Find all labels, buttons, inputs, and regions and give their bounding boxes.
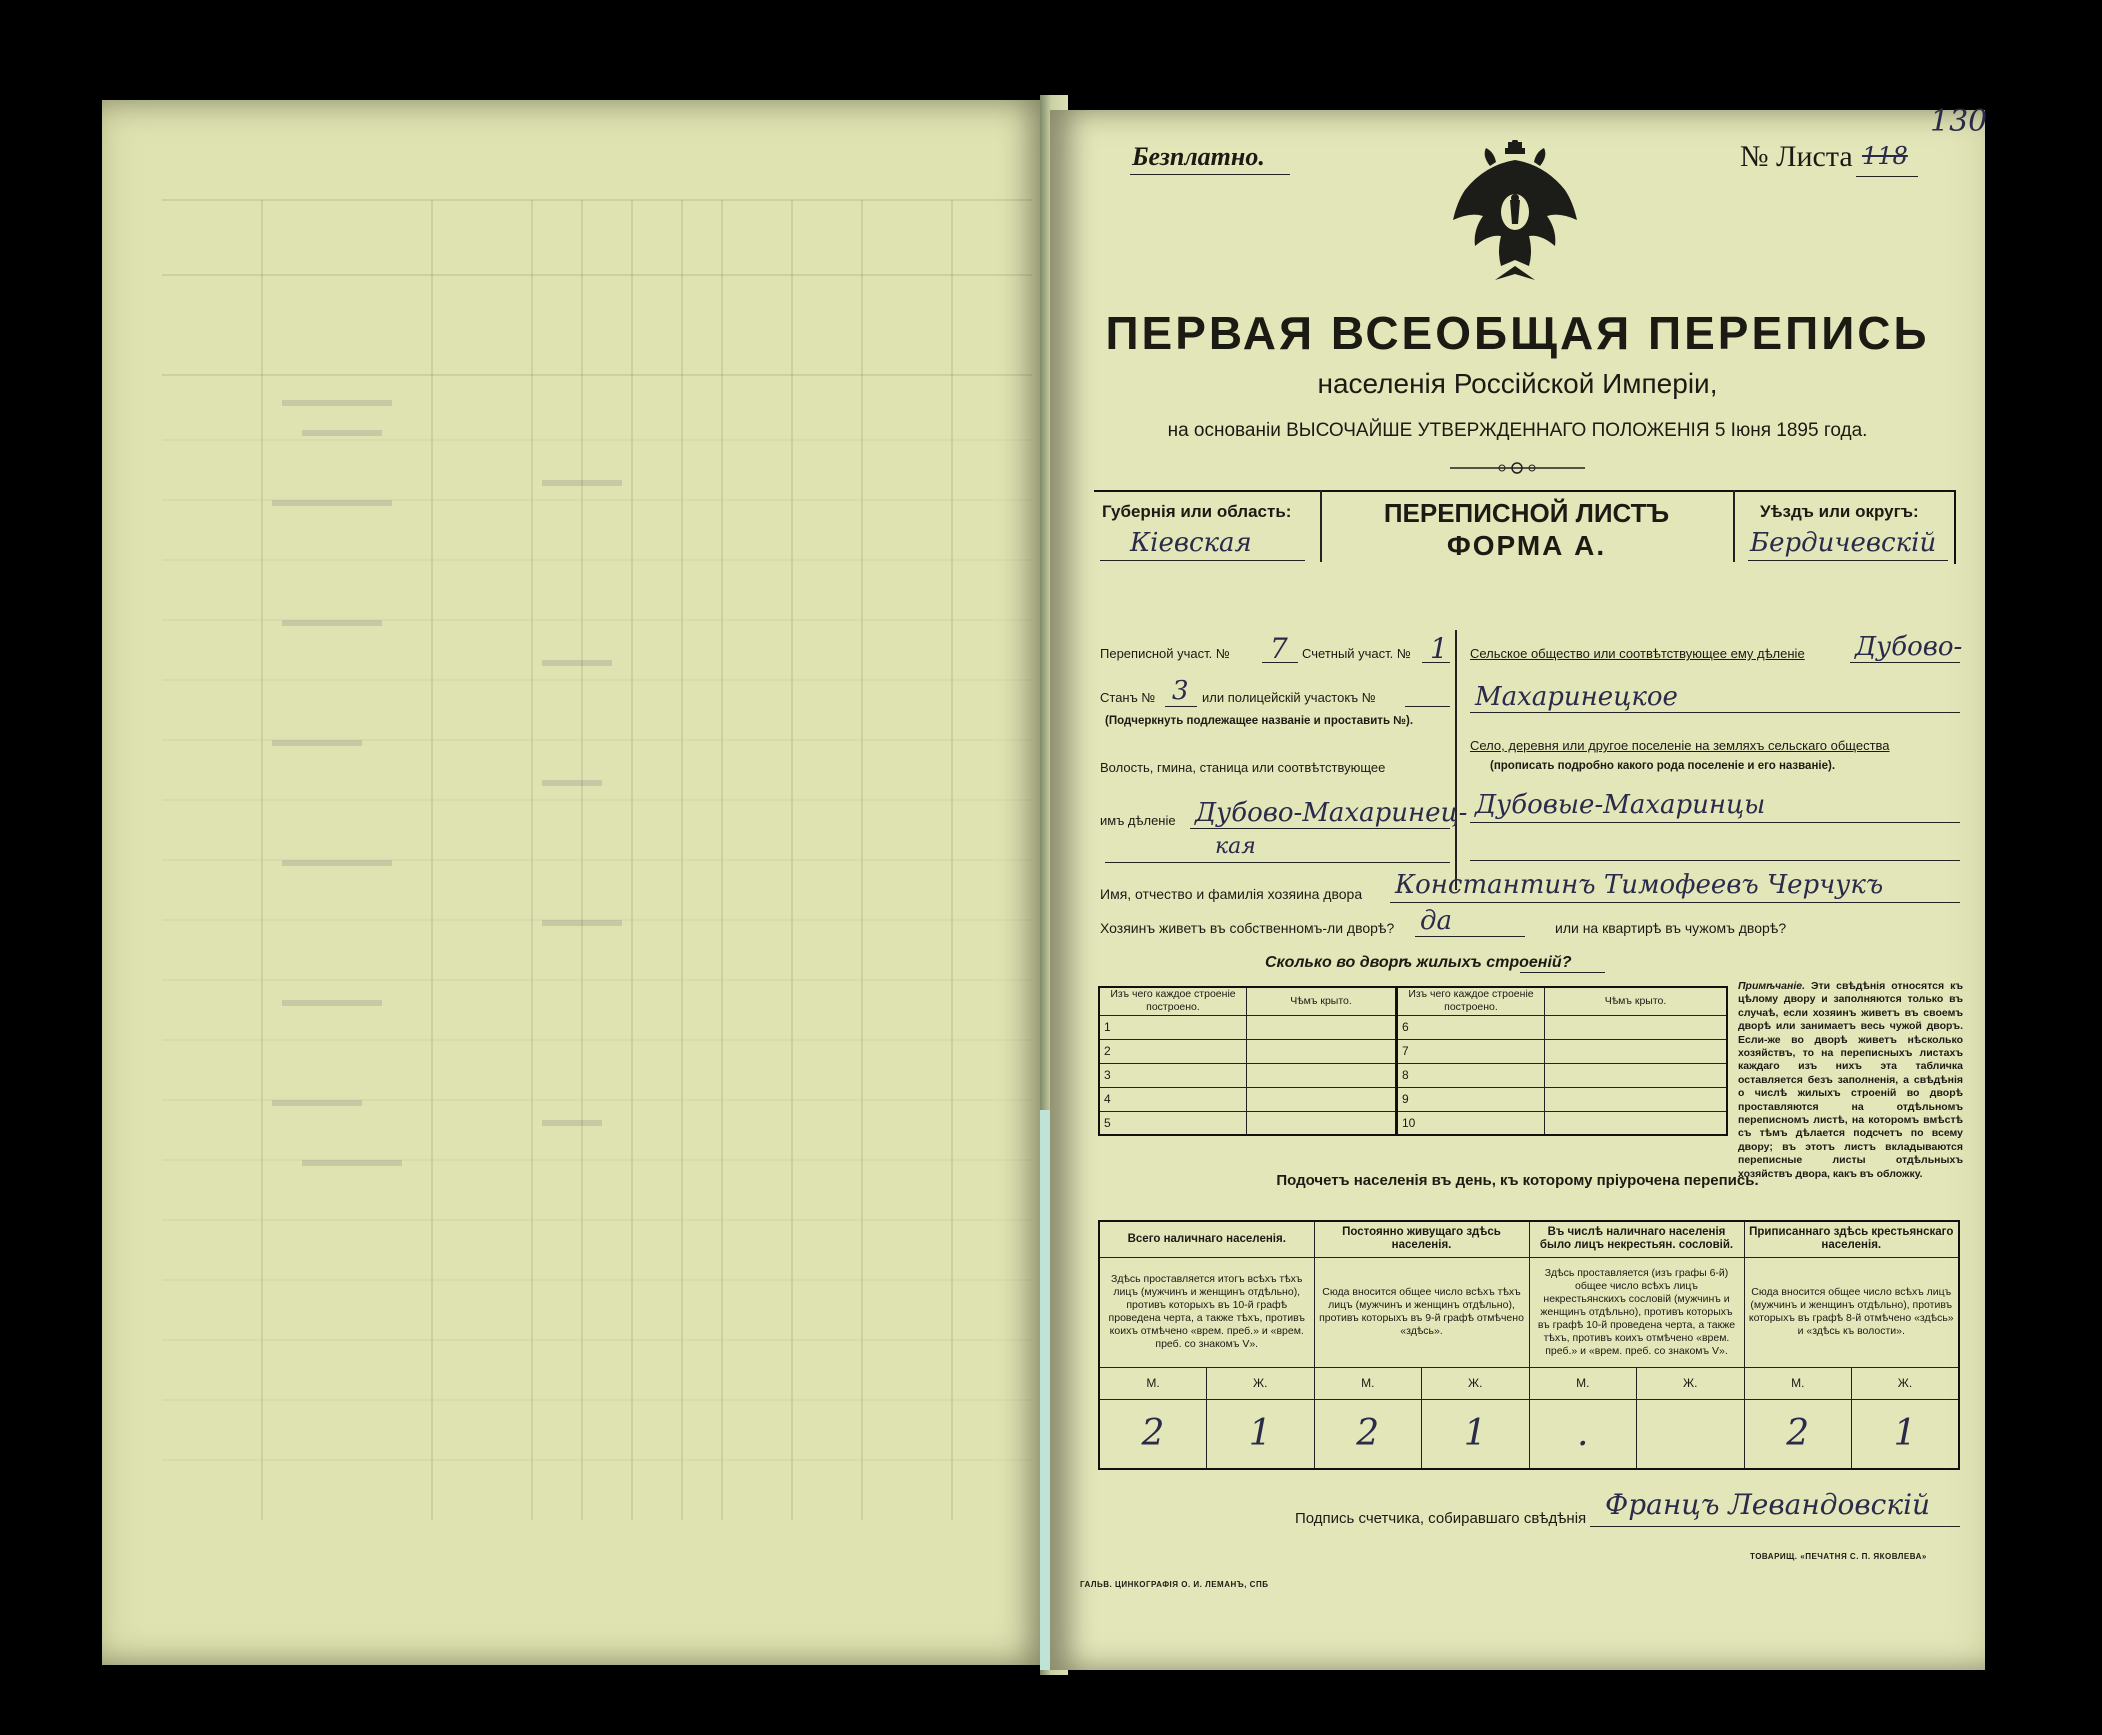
gubernia-value: Кіевская: [1130, 528, 1252, 558]
female-header: Ж.: [1207, 1367, 1315, 1399]
stan-label: Станъ №: [1100, 690, 1156, 705]
male-header: М.: [1529, 1367, 1637, 1399]
pop-col-desc-3: Здѣсь проставляется (изъ графы 6-й) общее число всѣхъ лицъ некрестьянскихъ сословій (мужчинъ и женщинъ отдѣльно), противъ которыхъ въ графѣ 10-й проведена черта, а также тѣхъ, противъ коихъ отмѣчено «врем. преб.» и «врем. преб. со знакомъ V».: [1529, 1257, 1744, 1367]
note-title: Примѣчаніе.: [1738, 980, 1806, 992]
building-row: 6: [1397, 1015, 1545, 1039]
form-a-title: ФОРМА А.: [1446, 530, 1607, 561]
buildings-underline: [1520, 972, 1605, 973]
stan-note: (Подчеркнуть подлежащее названіе и проставить №).: [1105, 715, 1414, 727]
form-basis: на основаніи ВЫСОЧАЙШЕ УТВЕРЖДЕННАГО ПОЛОЖЕНІЯ 5 Іюня 1895 года.: [1167, 420, 1868, 441]
left-page: [102, 100, 1047, 1665]
archive-number: 130: [1930, 104, 1988, 139]
sheet-title: ПЕРЕПИСНОЙ ЛИСТЪ: [1383, 498, 1670, 528]
printer-imprint-right: ТОВАРИЩ. «ПЕЧАТНЯ С. П. ЯКОВЛЕВА»: [1750, 1552, 1927, 1561]
uezd-underline: [1748, 560, 1948, 561]
buildings-col-roof-2: Чѣмъ крыто.: [1545, 987, 1728, 1015]
owner-value: Константинъ Тимофеевъ Черчукъ: [1395, 870, 1884, 900]
sheet-number-value: 118: [1862, 142, 1908, 170]
total-present-female: 1: [1207, 1399, 1315, 1469]
form-subtitle: населенія Россійской Имперіи,: [1317, 368, 1718, 399]
building-row: 8: [1397, 1063, 1545, 1087]
male-header: М.: [1744, 1367, 1852, 1399]
rent-label: или на квартирѣ въ чужомъ дворѣ?: [1555, 920, 1787, 936]
signature-value: Францъ Левандовскій: [1605, 1488, 1931, 1521]
signature-underline: [1590, 1526, 1960, 1527]
gubernia-underline: [1100, 560, 1305, 561]
female-header: Ж.: [1422, 1367, 1530, 1399]
settlement-note: (прописать подробно какого рода поселеніе и его названіе).: [1490, 760, 1836, 772]
free-underline: [1130, 174, 1290, 175]
buildings-col-roof: Чѣмъ крыто.: [1247, 987, 1397, 1015]
sheet-number-label: № Листа: [1740, 140, 1853, 173]
police-label: или полицейскій участокъ №: [1202, 690, 1376, 705]
police-underline: [1405, 706, 1450, 707]
owner-label: Имя, отчество и фамилія хозяина двора: [1100, 886, 1363, 902]
count-district-label: Счетный участ. №: [1302, 646, 1411, 661]
left-page-ghost-grid: [102, 100, 1047, 1665]
ornament-divider: [1450, 458, 1585, 478]
building-row: 3: [1099, 1063, 1247, 1087]
registered-peasant-male: 2: [1744, 1399, 1852, 1469]
village-society-value: Дубово-: [1855, 632, 1963, 662]
registered-peasant-female: 1: [1852, 1399, 1960, 1469]
sheet-number-underline: [1856, 176, 1918, 177]
building-row: 10: [1397, 1111, 1545, 1135]
volost-underline: [1190, 828, 1450, 829]
pop-col-head-3: Въ числѣ наличнаго населенія было лицъ некрестьян. сословій.: [1529, 1221, 1744, 1257]
building-row: 9: [1397, 1087, 1545, 1111]
stan-underline: [1165, 706, 1197, 707]
volost-value-2: кая: [1215, 834, 1256, 859]
village-society-underline: [1850, 662, 1960, 663]
buildings-col-material: Изъ чего каждое строеніе построено.: [1099, 987, 1247, 1015]
uezd-value: Бердичевскій: [1750, 528, 1937, 558]
pop-col-desc-1: Здѣсь проставляется итогъ всѣхъ тѣхъ лицъ (мужчинъ и женщинъ отдѣльно), противъ которыхъ въ 10-й графѣ проведена черта, а также тѣхъ, противъ коихъ отмѣчено «врем. преб.» и «врем. преб. со знакомъ V».: [1099, 1257, 1314, 1367]
volost-label-2: имъ дѣленіе: [1100, 813, 1176, 828]
fields-divider: [1455, 630, 1457, 890]
non-peasant-male: .: [1529, 1399, 1637, 1469]
header-divider-right: [1733, 490, 1735, 562]
stan-value: 3: [1172, 676, 1189, 706]
settlement-label: Село, деревня или другое поселеніе на земляхъ сельскаго общества: [1470, 738, 1890, 753]
owns-underline: [1415, 936, 1525, 937]
male-header: М.: [1099, 1367, 1207, 1399]
building-row: 4: [1099, 1087, 1247, 1111]
pop-col-head-2: Постоянно живущаго здѣсь населенія.: [1314, 1221, 1529, 1257]
pop-col-head-4: Приписаннаго здѣсь крестьянскаго населенія.: [1744, 1221, 1959, 1257]
pop-col-head-1: Всего наличнаго населенія.: [1099, 1221, 1314, 1257]
settlement-underline-2: [1470, 860, 1960, 861]
building-row: 1: [1099, 1015, 1247, 1039]
building-row: 7: [1397, 1039, 1545, 1063]
settlement-underline: [1470, 822, 1960, 823]
male-header: М.: [1314, 1367, 1422, 1399]
census-form-page: [1050, 104, 1988, 1670]
uezd-label: Уѣздъ или округъ:: [1760, 502, 1919, 521]
pop-col-desc-4: Сюда вносится общее число всѣхъ лицъ (мужчинъ и женщинъ отдѣльно), противъ которыхъ въ графѣ 8-й отмѣчено «здѣсь» и «здѣсь къ волости».: [1744, 1257, 1959, 1367]
owner-underline: [1390, 902, 1960, 903]
settlement-value: Дубовые-Махаринцы: [1475, 790, 1766, 820]
building-row: 2: [1099, 1039, 1247, 1063]
count-district-underline: [1422, 662, 1450, 663]
volost-value: Дубово-Махаринец-: [1195, 798, 1468, 828]
village-society-value-2: Махаринецкое: [1475, 682, 1678, 712]
note-text: Эти свѣдѣнія относятся къ цѣлому двору и заполняются только въ случаѣ, если хозяинъ живетъ въ своемъ дворѣ или занимаетъ весь чужой дворъ. Если-же во дворѣ живетъ нѣсколько хозяйствъ, то на переписныхъ листахъ каждаго изъ нихъ эта табличка оставляется безъ заполненія, а свѣдѣнія о числѣ жилыхъ строеній во дворѣ проставляются на отдѣльномъ переписномъ листѣ, на которомъ вмѣстѣ съ тѣмъ дѣлается подсчетъ по всему двору; въ этотъ листъ вкладываются переписные листы отдѣльныхъ хозяйствъ двора, какъ въ обложку.: [1738, 980, 1963, 1180]
owns-label: Хозяинъ живетъ въ собственномъ-ли дворѣ?: [1100, 920, 1395, 936]
signature-label: Подпись счетчика, собиравшаго свѣдѣнія: [1295, 1510, 1587, 1527]
note-block: [1738, 980, 1963, 1181]
population-table: [1098, 1220, 1960, 1470]
census-district-underline: [1262, 662, 1298, 663]
double-headed-eagle-icon: [1450, 140, 1580, 290]
free-label: Безплатно.: [1132, 142, 1265, 171]
owns-value: да: [1420, 906, 1452, 936]
gubernia-label: Губернія или область:: [1102, 502, 1292, 521]
permanent-male: 2: [1314, 1399, 1422, 1469]
village-society-underline-2: [1470, 712, 1960, 713]
non-peasant-female: [1637, 1399, 1745, 1469]
permanent-female: 1: [1422, 1399, 1530, 1469]
census-district-label: Переписной участ. №: [1100, 646, 1230, 661]
population-heading: Подочетъ населенія въ день, къ которому пріурочена перепись.: [1276, 1172, 1759, 1189]
buildings-table: [1098, 986, 1728, 1136]
village-society-label: Сельское общество или соотвѣтствующее ему дѣленіе: [1470, 646, 1805, 661]
form-title: ПЕРВАЯ ВСЕОБЩАЯ ПЕРЕПИСЬ: [1105, 307, 1930, 359]
building-row: 5: [1099, 1111, 1247, 1135]
buildings-col-material-2: Изъ чего каждое строеніе построено.: [1397, 987, 1545, 1015]
printer-imprint-left: ГАЛЬВ. ЦИНКОГРАФІЯ О. И. ЛЕМАНЪ, СПБ: [1080, 1580, 1269, 1589]
volost-label: Волость, гмина, станица или соотвѣтствующее: [1100, 760, 1386, 775]
pop-col-desc-2: Сюда вносится общее число всѣхъ тѣхъ лицъ (мужчинъ и женщинъ отдѣльно), противъ которыхъ въ 9-й графѣ отмѣчено «здѣсь».: [1314, 1257, 1529, 1367]
count-district-value: 1: [1430, 632, 1448, 665]
total-present-male: 2: [1099, 1399, 1207, 1469]
buildings-question: Сколько во дворѣ жилыхъ строеній?: [1265, 954, 1572, 971]
census-district-value: 7: [1270, 632, 1288, 665]
female-header: Ж.: [1637, 1367, 1745, 1399]
female-header: Ж.: [1852, 1367, 1960, 1399]
volost-underline-2: [1105, 862, 1450, 863]
